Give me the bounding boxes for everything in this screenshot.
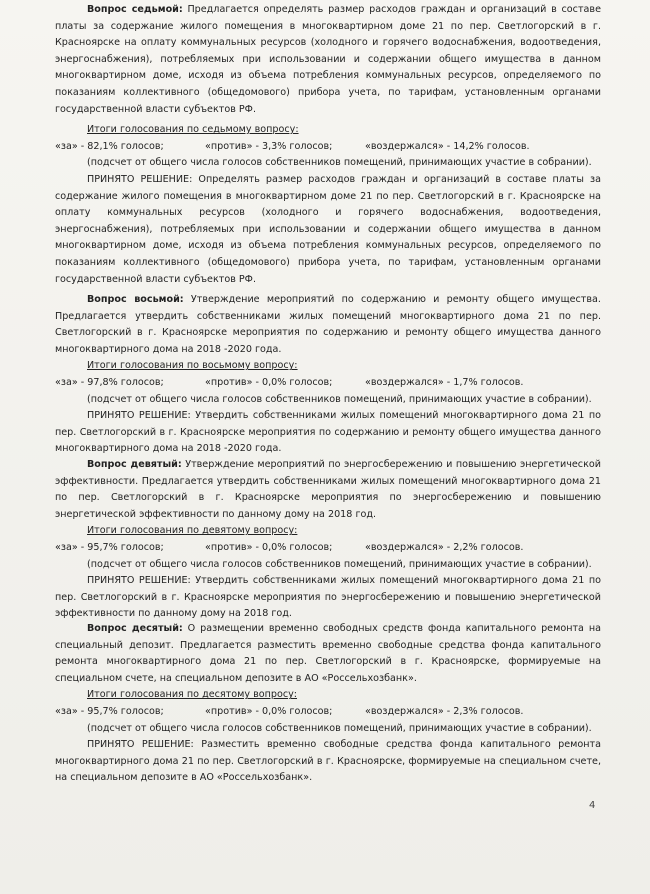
question-8-block — [55, 292, 601, 458]
question-7-heading: Вопрос седьмой: — [87, 4, 183, 15]
question-8-results-title: Итоги голосования по восьмому вопросу: — [87, 360, 298, 372]
question-8-decision-label: ПРИНЯТО РЕШЕНИЕ: — [87, 410, 191, 422]
question-8-paragraph — [55, 292, 601, 358]
question-7-vote-protiv: «против» - 3,3% голосов; — [205, 140, 333, 152]
question-7-results-title: Итоги голосования по седьмому вопросу: — [87, 124, 299, 136]
question-7-decision: ПРИНЯТО РЕШЕНИЕ: Определять размер расходов граждан и организаций в составе платы за содержание жилого помещения в многоквартирном доме 21 по пер. Светлогорский в г. Красноярске на оплату коммунальных ресурсов (холодного и горячего водоснабжения, водоотведения, энергоснабжения), потребляемых при использовании и содержании общего имущества в данном многоквартирном доме, исходя из объема потребления коммунальных ресурсов, определяемого по показаниям коллективного (общедомового) прибора учета, по тарифам, установленным органами государственной власти субъектов РФ. — [55, 173, 601, 285]
question-7-note: (подсчет от общего числа голосов собственников помещений, принимающих участие в собрании). — [87, 157, 592, 169]
question-10-decision: ПРИНЯТО РЕШЕНИЕ: Разместить временно свободные средства фонда капитального ремонта многоквартирного дома 21 по пер. Светлогорский в г. Красноярске, формируемые на специальном счете, на специальном депозите в АО «Россельхозбанк». — [55, 739, 601, 784]
question-9-block — [55, 457, 601, 623]
question-7-vote-za: «за» - 82,1% голосов; — [55, 140, 164, 152]
question-9-heading: Вопрос девятый: — [87, 459, 182, 470]
question-10-vote-vozd: «воздержался» - 2,3% голосов. — [365, 705, 524, 717]
question-10-results-title: Итоги голосования по десятому вопросу: — [87, 689, 298, 701]
question-10-text: О размещении временно свободных средств фонда капитального ремонта на специальный депозит. Предлагается разместить временно свободные средства фонда капитального ремонта многоквартирного дома 21 по пер. Светлогорский в г. Красноярске, формируемые на специальном счете, на специальном депозите в АО «Россельхозбанк». — [55, 623, 601, 684]
question-9-decision-label: ПРИНЯТО РЕШЕНИЕ: — [87, 575, 191, 587]
question-8-vote-vozd: «воздержался» - 1,7% голосов. — [365, 376, 524, 388]
question-7-paragraph — [55, 2, 601, 118]
question-9-vote-vozd: «воздержался» - 2,2% голосов. — [365, 541, 524, 553]
question-8-vote-za: «за» - 97,8% голосов; — [55, 376, 164, 388]
question-9-paragraph — [55, 457, 601, 523]
question-10-votes — [55, 704, 601, 721]
question-10-heading: Вопрос десятый: — [87, 623, 183, 634]
question-10-vote-za: «за» - 95,7% голосов; — [55, 705, 164, 717]
question-9-vote-za: «за» - 95,7% голосов; — [55, 541, 164, 553]
question-9-note: (подсчет от общего числа голосов собственников помещений, принимающих участие в собрании). — [87, 558, 592, 570]
question-10-vote-protiv: «против» - 0,0% голосов; — [205, 705, 333, 717]
question-7-votes — [55, 139, 601, 156]
question-9-text: Утверждение мероприятий по энергосбережению и повышению энергетической эффективности. Предлагается утвердить собственниками жилых помещений многоквартирного дома 21 по пер. Светлогорский в г. Красноярске мероприятия по энергосбережению и повышению энергетической эффективности по данному дому на 2018 год. — [55, 459, 601, 520]
question-9-decision: ПРИНЯТО РЕШЕНИЕ: Утвердить собственниками жилых помещений многоквартирного дома 21 по пер. Светлогорский в г. Красноярске мероприятия по энергосбережению и повышению энергетической эффективности по данному дому на 2018 год. — [55, 575, 601, 620]
question-7-vote-vozd: «воздержался» - 14,2% голосов. — [365, 140, 530, 152]
page-number: 4 — [589, 800, 596, 811]
question-9-results-title: Итоги голосования по девятому вопросу: — [87, 525, 298, 537]
question-7-decision-label: ПРИНЯТО РЕШЕНИЕ: — [87, 173, 193, 185]
question-8-heading: Вопрос восьмой: — [87, 294, 184, 305]
question-7-text: Предлагается определять размер расходов граждан и организаций в составе платы за содержание жилого помещения в многоквартирном доме 21 по пер. Светлогорский в г. Красноярске на оплату коммунальных ресурсов (холодного и горячего водоснабжения, водоотведения, энергоснабжения), потребляемых при использовании и содержании общего имущества в данном многоквартирном доме, исходя из объема потребления коммунальных ресурсов, определяемого по показаниям коллективного (общедомового) прибора учета, по тарифам, установленным органами государственной власти субъектов РФ. — [55, 4, 601, 115]
question-10-paragraph — [55, 621, 601, 687]
question-10-block — [55, 621, 601, 787]
question-7-block — [55, 2, 601, 288]
question-8-note: (подсчет от общего числа голосов собственников помещений, принимающих участие в собрании). — [87, 393, 592, 405]
question-8-votes — [55, 375, 601, 392]
question-10-decision-label: ПРИНЯТО РЕШЕНИЕ: — [87, 739, 194, 751]
question-8-vote-protiv: «против» - 0,0% голосов; — [205, 376, 333, 388]
question-9-votes — [55, 540, 601, 557]
question-9-vote-protiv: «против» - 0,0% голосов; — [205, 541, 333, 553]
question-10-note: (подсчет от общего числа голосов собственников помещений, принимающих участие в собрании). — [87, 722, 592, 734]
question-8-text: Утверждение мероприятий по содержанию и ремонту общего имущества. Предлагается утвердить собственниками жилых помещений многоквартирного дома 21 по пер. Светлогорский в г. Красноярске мероприятия по содержанию и ремонту общего имущества данного многоквартирного дома на 2018 -2020 года. — [55, 294, 601, 355]
question-8-decision: ПРИНЯТО РЕШЕНИЕ: Утвердить собственниками жилых помещений многоквартирного дома 21 по пер. Светлогорский в г. Красноярске мероприятия по содержанию и ремонту общего имущества данного многоквартирного дома на 2018 -2020 года. — [55, 410, 601, 455]
